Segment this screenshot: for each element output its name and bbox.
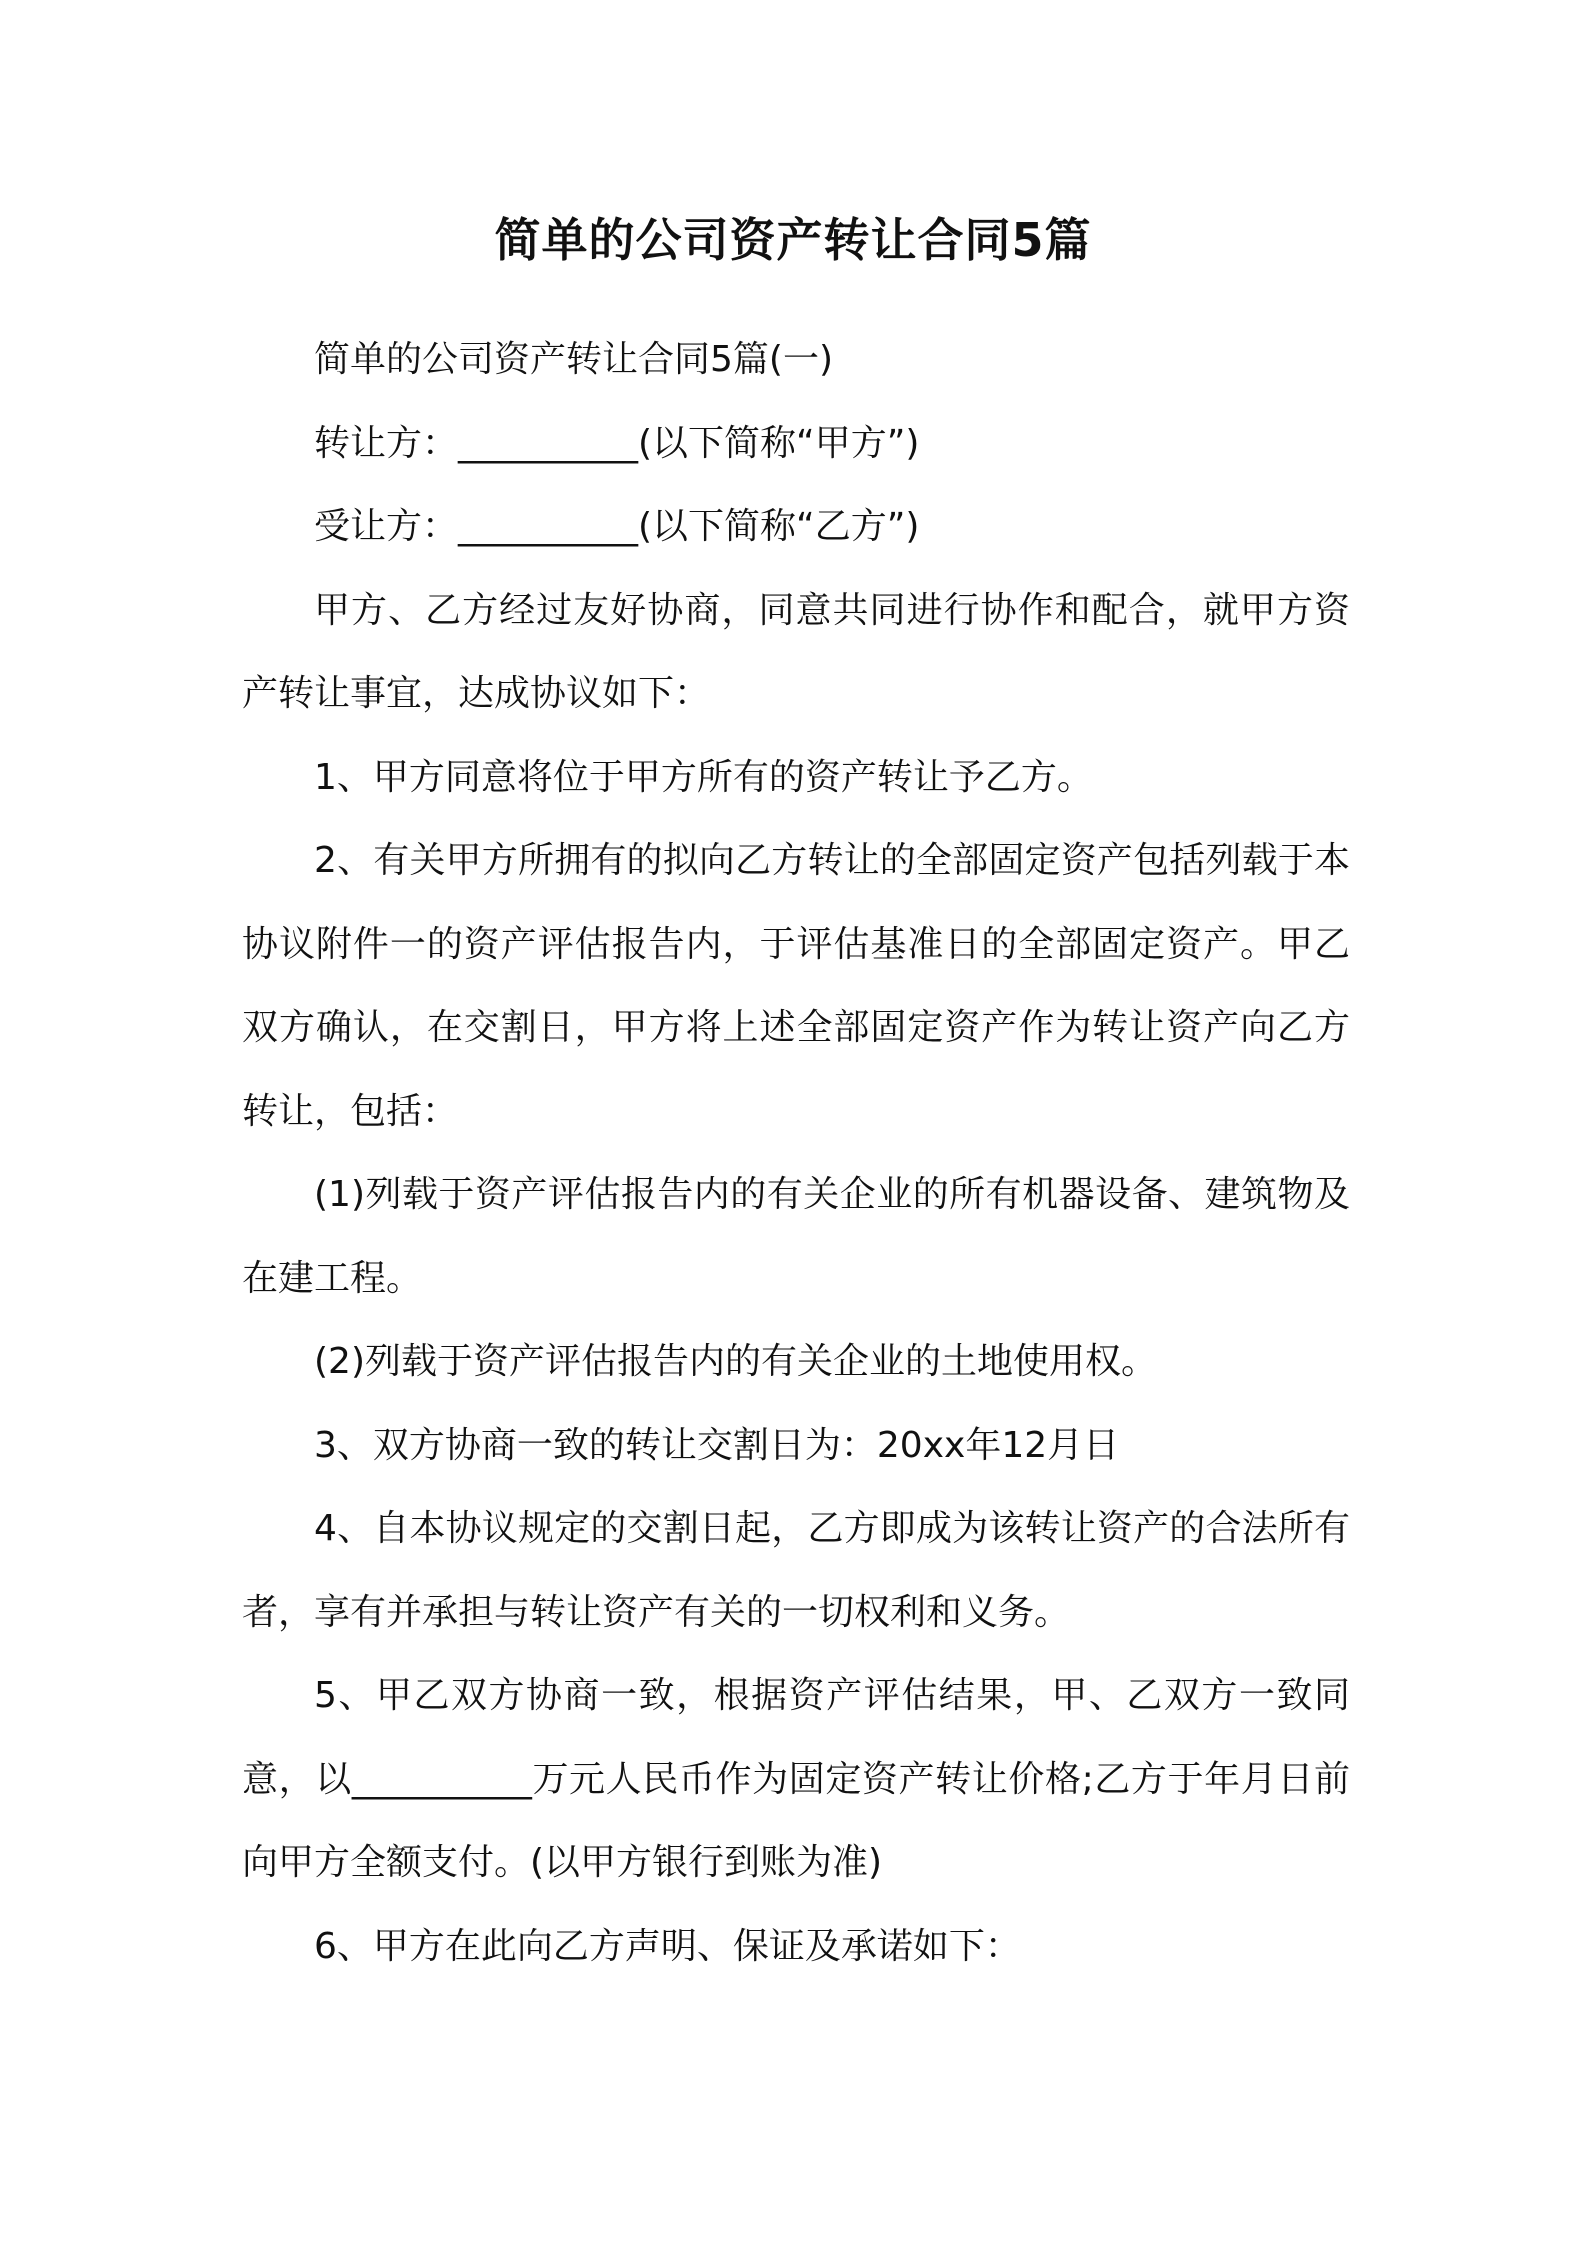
text-line: 本协议附件一的资产评估报告内，于评估基准日的全部固定资产。甲 [242, 840, 1350, 965]
text-line: 4、自本协议规定的交割日起，乙方即成为该转让资产的合法所 [314, 1508, 1314, 1549]
paragraph-transferor: 转让方：__________(以下简称“甲方”) [314, 422, 920, 464]
text-line: 甲方、乙方经过友好协商，同意共同进行协作和配合，就甲方资 [314, 589, 1350, 631]
text-line: 2、有关甲方所拥有的拟向乙方转让的全部固定资产包括列载于 [314, 840, 1314, 881]
text-line: 有者，享有并承担与转让资产有关的一切权利和义务。 [242, 1508, 1350, 1633]
paragraph-clause-3: 3、双方协商一致的转让交割日为：20xx年12月日 [314, 1424, 1120, 1466]
text-line: 乙双方确认，在交割日，甲方将上述全部固定资产作为转让资产向乙 [242, 923, 1350, 1048]
paragraph-clause-5 [242, 1654, 1350, 1905]
document-title: 简单的公司资产转让合同5篇 [494, 213, 1092, 267]
paragraph-item-1 [242, 1153, 1350, 1320]
text-line: 意，以__________万元人民币作为固定资产转让价格;乙方于年月日 [242, 1758, 1314, 1800]
text-line: 产转让事宜，达成协议如下： [242, 673, 711, 714]
paragraph-subtitle: 简单的公司资产转让合同5篇(一) [314, 339, 833, 380]
paragraph-clause-4 [242, 1487, 1350, 1654]
paragraph-transferee: 受让方：__________(以下简称“乙方”) [314, 506, 920, 547]
text-line: 前向甲方全额支付。(以甲方银行到账为准) [242, 1758, 1350, 1883]
paragraph-preamble [242, 569, 1350, 736]
paragraph-item-2: (2)列载于资产评估报告内的有关企业的土地使用权。 [314, 1341, 1157, 1382]
document-body [242, 318, 1350, 1988]
paragraph-clause-6: 6、甲方在此向乙方声明、保证及承诺如下： [314, 1925, 1021, 1967]
paragraph-clause-1: 1、甲方同意将位于甲方所有的资产转让予乙方。 [314, 756, 1093, 798]
text-line: (1)列载于资产评估报告内的有关企业的所有机器设备、建筑物 [314, 1174, 1314, 1215]
text-line: 5、甲乙双方协商一致，根据资产评估结果，甲、乙双方一致同 [314, 1675, 1350, 1716]
paragraph-clause-2 [242, 819, 1350, 1153]
text-line: 方转让，包括： [242, 1007, 1350, 1132]
text-line: 及在建工程。 [242, 1174, 1350, 1299]
